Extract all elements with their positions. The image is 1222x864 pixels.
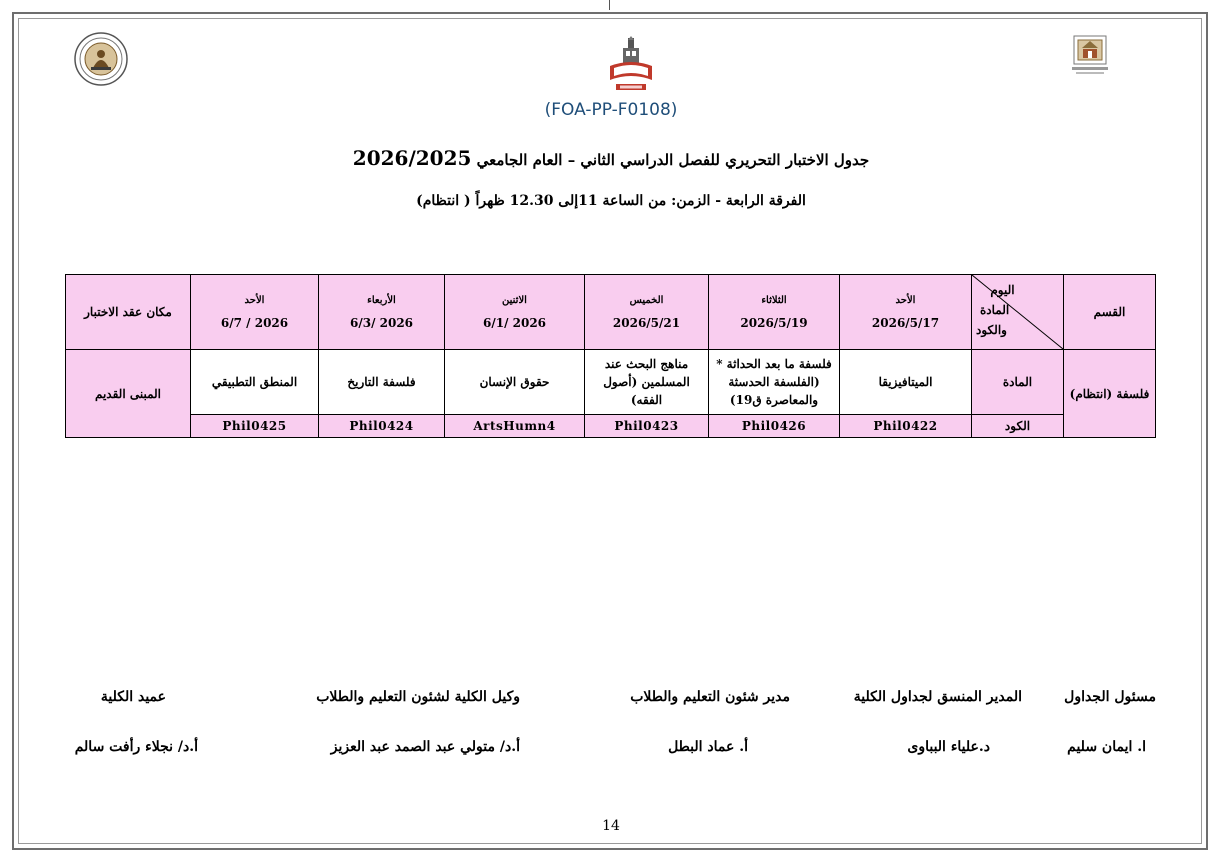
code-cell: Phil0423	[585, 415, 709, 438]
title-year: 2026/2025	[352, 146, 472, 170]
code-cell: Phil0425	[191, 415, 319, 438]
venue-header: مكان عقد الاختبار	[66, 275, 191, 350]
corner-code-label: والكود	[976, 323, 1007, 337]
code-label-cell: الكود	[972, 415, 1064, 438]
faculty-quality-logo-icon	[606, 36, 656, 96]
signature-name: د.علياء البباوى	[907, 739, 990, 755]
code-cell: ArtsHumn4	[445, 415, 585, 438]
signature-name: ا. ايمان سليم	[1067, 739, 1146, 755]
page-title	[0, 146, 1222, 170]
day-header	[709, 275, 840, 350]
title-text: جدول الاختبار التحريري للفصل الدراسي الثاني – العام الجامعي	[476, 151, 870, 169]
day-header	[319, 275, 445, 350]
subject-cell: فلسفة ما بعد الحداثة *(الفلسفة الحدسثة والمعاصرة ق19)	[709, 350, 840, 415]
department-cell: فلسفة (انتظام)	[1064, 350, 1156, 438]
day-date: 2026/5/19	[740, 315, 808, 330]
signature-role: مسئول الجداول	[1064, 689, 1156, 705]
page-top-tick	[609, 0, 610, 10]
day-header	[840, 275, 972, 350]
subject-label-cell: المادة	[972, 350, 1064, 415]
day-header	[445, 275, 585, 350]
day-name: الأربعاء	[367, 294, 396, 306]
page-number: 14	[602, 818, 620, 834]
venue-cell: المبنى القديم	[66, 350, 191, 438]
subject-cell: المنطق التطبيقي	[191, 350, 319, 415]
day-name: الأحد	[244, 294, 265, 306]
day-date: 2026/5/21	[612, 315, 681, 330]
subject-cell: مناهج البحث عند المسلمين (أصول الفقه)	[585, 350, 709, 415]
subject-cell: حقوق الإنسان	[445, 350, 585, 415]
day-date: 2026/5/17	[871, 315, 940, 330]
day-name: الأحد	[895, 294, 916, 306]
subject-cell: الميتافيزيقا	[840, 350, 972, 415]
signature-role: مدير شئون التعليم والطلاب	[630, 689, 790, 705]
day-name: الخميس	[629, 294, 664, 306]
day-header	[191, 275, 319, 350]
department-header: القسم	[1064, 275, 1156, 350]
day-date: 2026 /6/3	[349, 315, 414, 330]
day-name: الثلاثاء	[761, 294, 787, 306]
day-header	[585, 275, 709, 350]
code-cell: Phil0422	[840, 415, 972, 438]
cairo-university-logo-icon	[1068, 34, 1112, 78]
day-date: 2026 /6/1	[482, 315, 547, 330]
code-cell: Phil0426	[709, 415, 840, 438]
table-header-row	[66, 275, 1156, 350]
day-name: الاثنين	[502, 294, 527, 306]
page-subtitle: الفرقة الرابعة - الزمن: من الساعة 11إلى 12.30 ظهراً ( انتظام)	[416, 193, 806, 209]
signature-name: أ. عماد البطل	[668, 739, 748, 755]
signature-name: أ.د/ نجلاء رأفت سالم	[74, 739, 198, 755]
faculty-seal-icon	[74, 32, 128, 86]
form-code: (FOA-PP-F0108)	[544, 100, 678, 120]
signature-role: المدير المنسق لجداول الكلية	[853, 689, 1022, 705]
day-date: 2026 / 6/7	[220, 315, 289, 330]
signature-role: وكيل الكلية لشئون التعليم والطلاب	[316, 689, 520, 705]
signature-role: عميد الكلية	[100, 689, 166, 705]
corner-subject-label: المادة	[980, 303, 1010, 317]
corner-day-label: اليوم	[990, 283, 1015, 297]
code-cell: Phil0424	[319, 415, 445, 438]
code-row	[66, 415, 1156, 438]
subject-row	[66, 350, 1156, 415]
corner-header-cell	[972, 275, 1064, 350]
subject-cell: فلسفة التاريخ	[319, 350, 445, 415]
exam-schedule-table	[65, 274, 1156, 438]
signature-name: أ.د/ متولي عبد الصمد عبد العزيز	[330, 739, 520, 755]
